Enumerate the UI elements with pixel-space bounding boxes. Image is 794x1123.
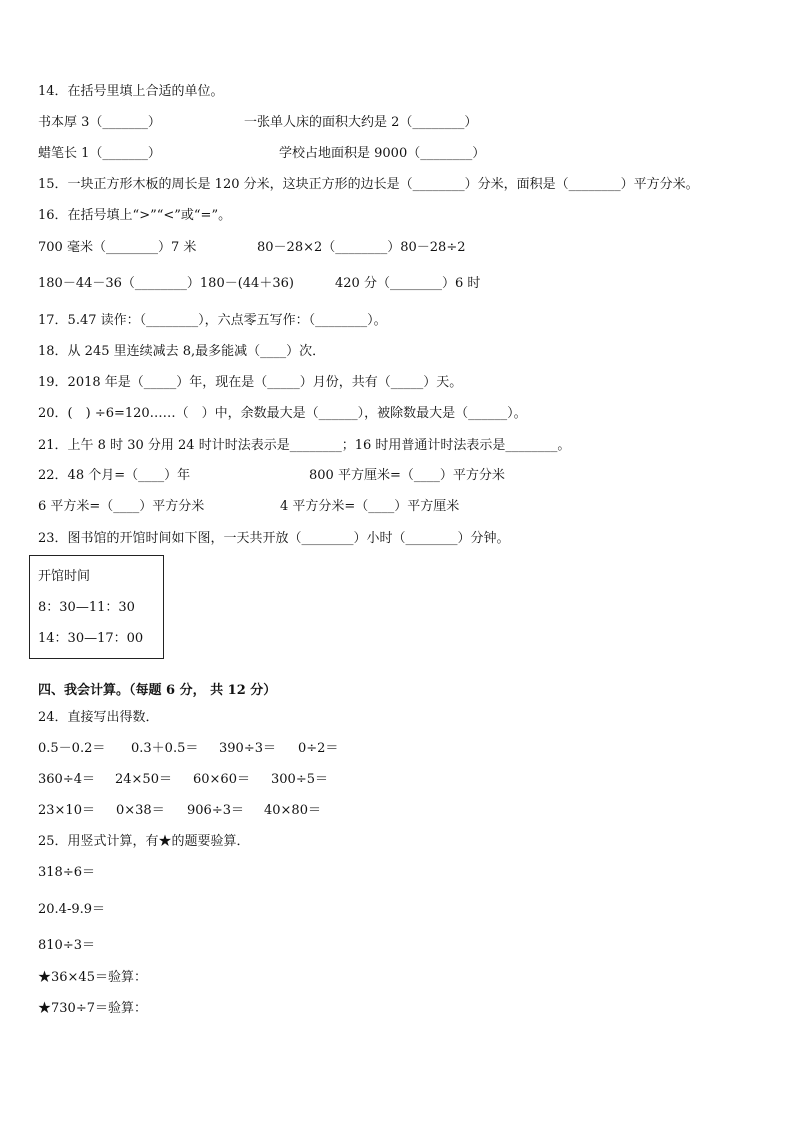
q24-title: 24．直接写出得数． — [38, 710, 159, 725]
q14-item-a: 书本厚 3（_______） — [38, 115, 161, 130]
q24-r3-c1: 23×10＝ — [38, 803, 95, 818]
q14-title: 14．在括号里填上合适的单位。 — [38, 84, 224, 99]
q24-r3-c2: 0×38＝ — [116, 803, 165, 818]
q25-problem-2: 20.4-9.9＝ — [38, 902, 106, 917]
q24-r1-c1: 0.5－0.2＝ — [38, 741, 106, 756]
q24-r2-c1: 360÷4＝ — [38, 772, 95, 787]
q23-title: 23．图书馆的开馆时间如下图，一天共开放（________）小时（________）分钟。 — [38, 531, 510, 546]
q22-item-c: 6 平方米=（____）平方分米 — [38, 499, 205, 514]
q16-item-d: 420 分（________）6 时 — [335, 276, 481, 291]
q22-item-b: 800 平方厘米=（____）平方分米 — [309, 468, 505, 483]
q24-r2-c2: 24×50＝ — [115, 772, 172, 787]
opening-hours-title: 开馆时间 — [38, 569, 91, 584]
q21-text: 21．上午 8 时 30 分用 24 时计时法表示是________；16 时用普通计时法表示是________。 — [38, 438, 571, 453]
q15-text: 15．一块正方形木板的周长是 120 分米，这块正方形的边长是（________）分米，面积是（________）平方分米。 — [38, 177, 699, 192]
q25-problem-5: ★730÷7＝验算： — [38, 1001, 147, 1016]
q24-r3-c3: 906÷3＝ — [187, 803, 244, 818]
q19-text: 19．2018 年是（_____）年，现在是（_____）月份，共有（_____）天。 — [38, 375, 463, 390]
q16-item-b: 80－28×2（________）80－28÷2 — [257, 240, 466, 255]
q16-item-c: 180－44－36（________）180－(44＋36) — [38, 276, 294, 291]
q25-problem-3: 810÷3＝ — [38, 938, 95, 953]
q24-r2-c3: 60×60＝ — [193, 772, 250, 787]
q17-text: 17．5.47 读作：（________），六点零五写作：（________）。 — [38, 313, 387, 328]
q18-text: 18．从 245 里连续减去 8,最多能减（____）次． — [38, 344, 326, 359]
q24-r1-c4: 0÷2＝ — [298, 741, 339, 756]
q16-item-a: 700 毫米（________）7 米 — [38, 240, 197, 255]
q22-item-d: 4 平方分米=（____）平方厘米 — [280, 499, 460, 514]
q24-r1-c2: 0.3＋0.5＝ — [131, 741, 199, 756]
q25-title: 25．用竖式计算，有★的题要验算． — [38, 834, 250, 849]
opening-hours-box — [29, 555, 164, 659]
q14-item-b: 一张单人床的面积大约是 2（________） — [244, 115, 478, 130]
q22-item-a: 22．48 个月=（____）年 — [38, 468, 191, 483]
q14-item-c: 蜡笔长 1（_______） — [38, 146, 161, 161]
q25-problem-1: 318÷6＝ — [38, 865, 95, 880]
q24-r3-c4: 40×80＝ — [264, 803, 321, 818]
q25-problem-4: ★36×45＝验算： — [38, 970, 147, 985]
q16-title: 16．在括号填上“>”“<”或“=”。 — [38, 208, 232, 223]
q24-r2-c4: 300÷5＝ — [271, 772, 328, 787]
q14-item-d: 学校占地面积是 9000（________） — [279, 146, 486, 161]
opening-hours-afternoon: 14：30—17：00 — [38, 631, 144, 646]
q20-text: 20．( ) ÷6=120……（ ）中，余数最大是（______），被除数最大是（______）。 — [38, 406, 527, 421]
q24-r1-c3: 390÷3＝ — [219, 741, 276, 756]
opening-hours-morning: 8：30—11：30 — [38, 600, 135, 615]
section-4-heading: 四、我会计算。（每题 6 分， 共 12 分） — [38, 683, 277, 698]
